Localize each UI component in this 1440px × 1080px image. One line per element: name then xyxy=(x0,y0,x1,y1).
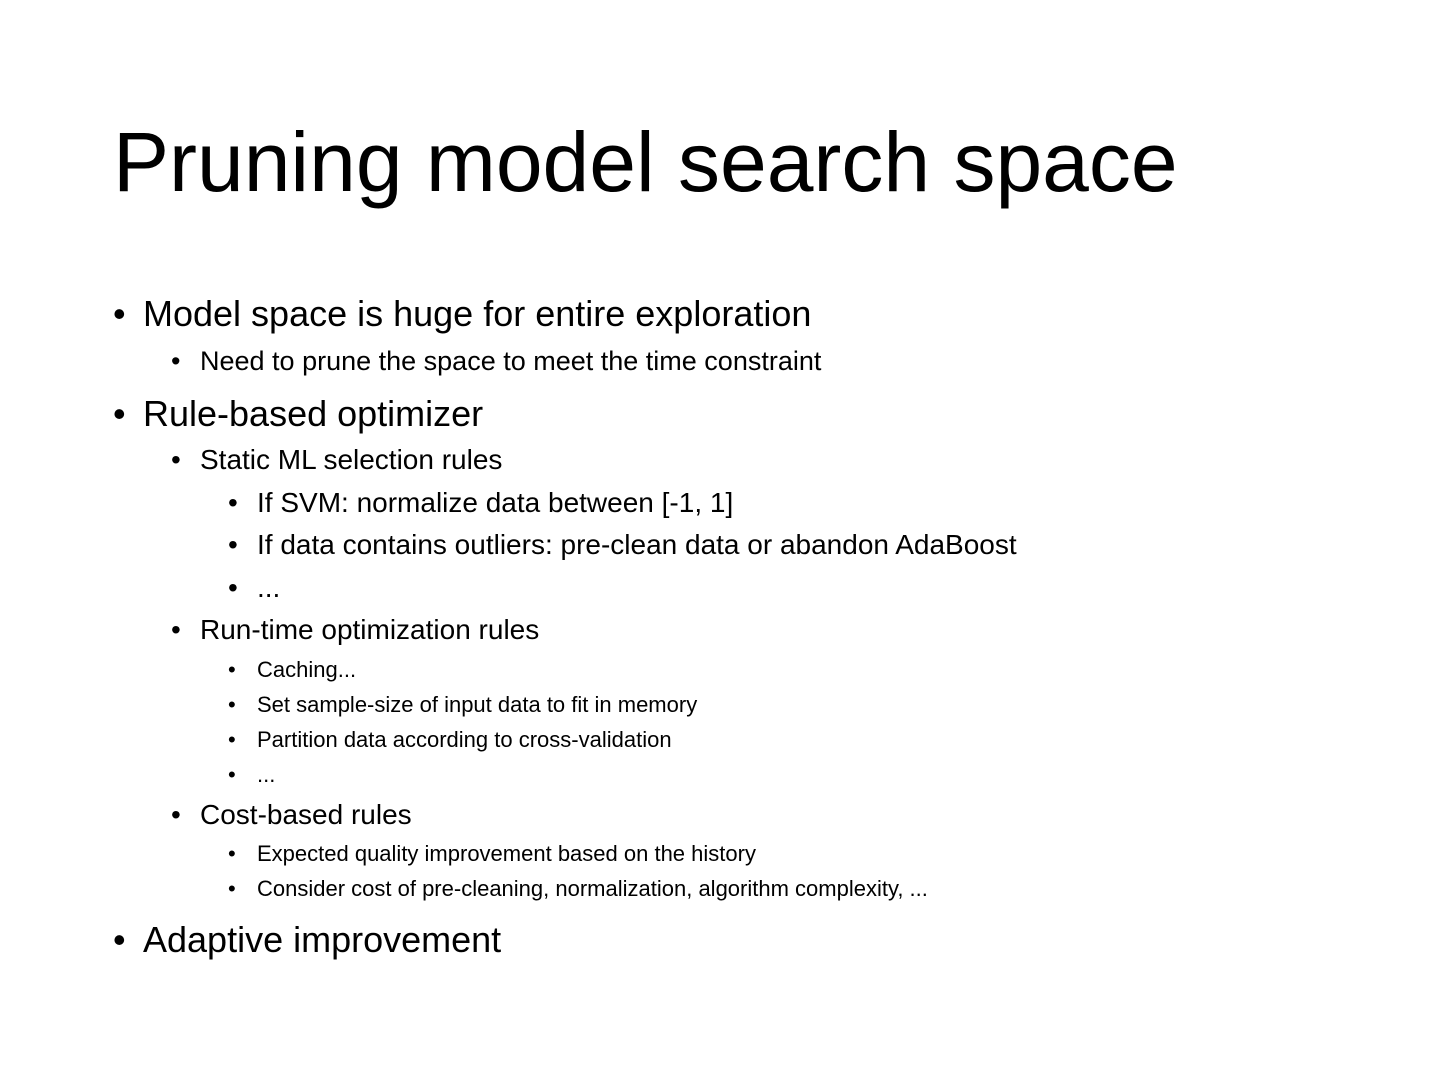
bullet-text: If SVM: normalize data between [-1, 1] xyxy=(257,487,734,518)
bullet-item xyxy=(113,393,484,434)
bullet-text: Adaptive improvement xyxy=(143,919,502,960)
bullet-item xyxy=(228,529,1017,561)
bullet-icon: • xyxy=(228,841,236,866)
bullet-text: Set sample-size of input data to fit in memory xyxy=(257,692,698,717)
bullet-item xyxy=(171,614,540,646)
bullet-icon: • xyxy=(228,762,236,787)
bullet-text: Partition data according to cross-validation xyxy=(257,727,672,752)
bullet-item xyxy=(228,876,928,902)
bullet-item xyxy=(228,487,734,519)
bullet-item xyxy=(113,293,812,334)
bullet-icon: • xyxy=(228,692,236,717)
bullet-text: Model space is huge for entire exploration xyxy=(143,293,812,334)
bullet-icon: • xyxy=(228,727,236,752)
bullet-icon: • xyxy=(113,293,126,334)
bullet-icon: • xyxy=(228,487,238,518)
bullet-icon: • xyxy=(228,572,238,603)
bullet-item xyxy=(228,657,357,683)
bullet-text: Run-time optimization rules xyxy=(200,614,540,645)
bullet-icon: • xyxy=(228,529,238,560)
bullet-icon: • xyxy=(228,657,236,682)
bullet-text: ... xyxy=(257,572,281,603)
bullet-icon: • xyxy=(113,393,126,434)
bullet-text: If data contains outliers: pre-clean data or abandon AdaBoost xyxy=(257,529,1017,560)
bullet-item xyxy=(171,345,822,377)
slide-title: Pruning model search space xyxy=(113,115,1178,209)
bullet-icon: • xyxy=(171,799,181,830)
bullet-icon: • xyxy=(113,919,126,960)
bullet-text: Caching... xyxy=(257,657,357,682)
bullet-item xyxy=(228,692,698,718)
bullet-icon: • xyxy=(171,444,181,475)
bullet-icon: • xyxy=(171,614,181,645)
bullet-item xyxy=(228,572,281,604)
bullet-text: Expected quality improvement based on the history xyxy=(257,841,756,866)
bullet-text: Rule-based optimizer xyxy=(143,393,484,434)
bullet-text: Need to prune the space to meet the time constraint xyxy=(200,346,822,376)
bullet-item xyxy=(171,444,503,476)
bullet-item xyxy=(228,841,756,867)
bullet-text: Cost-based rules xyxy=(200,799,412,830)
bullet-item xyxy=(228,727,672,753)
bullet-text: Static ML selection rules xyxy=(200,444,503,475)
bullet-item xyxy=(171,799,412,831)
bullet-text: ... xyxy=(257,762,276,787)
bullet-item xyxy=(228,762,276,788)
bullet-icon: • xyxy=(171,346,181,376)
bullet-text: Consider cost of pre-cleaning, normalization, algorithm complexity, ... xyxy=(257,876,928,901)
bullet-icon: • xyxy=(228,876,236,901)
bullet-item xyxy=(113,919,502,960)
